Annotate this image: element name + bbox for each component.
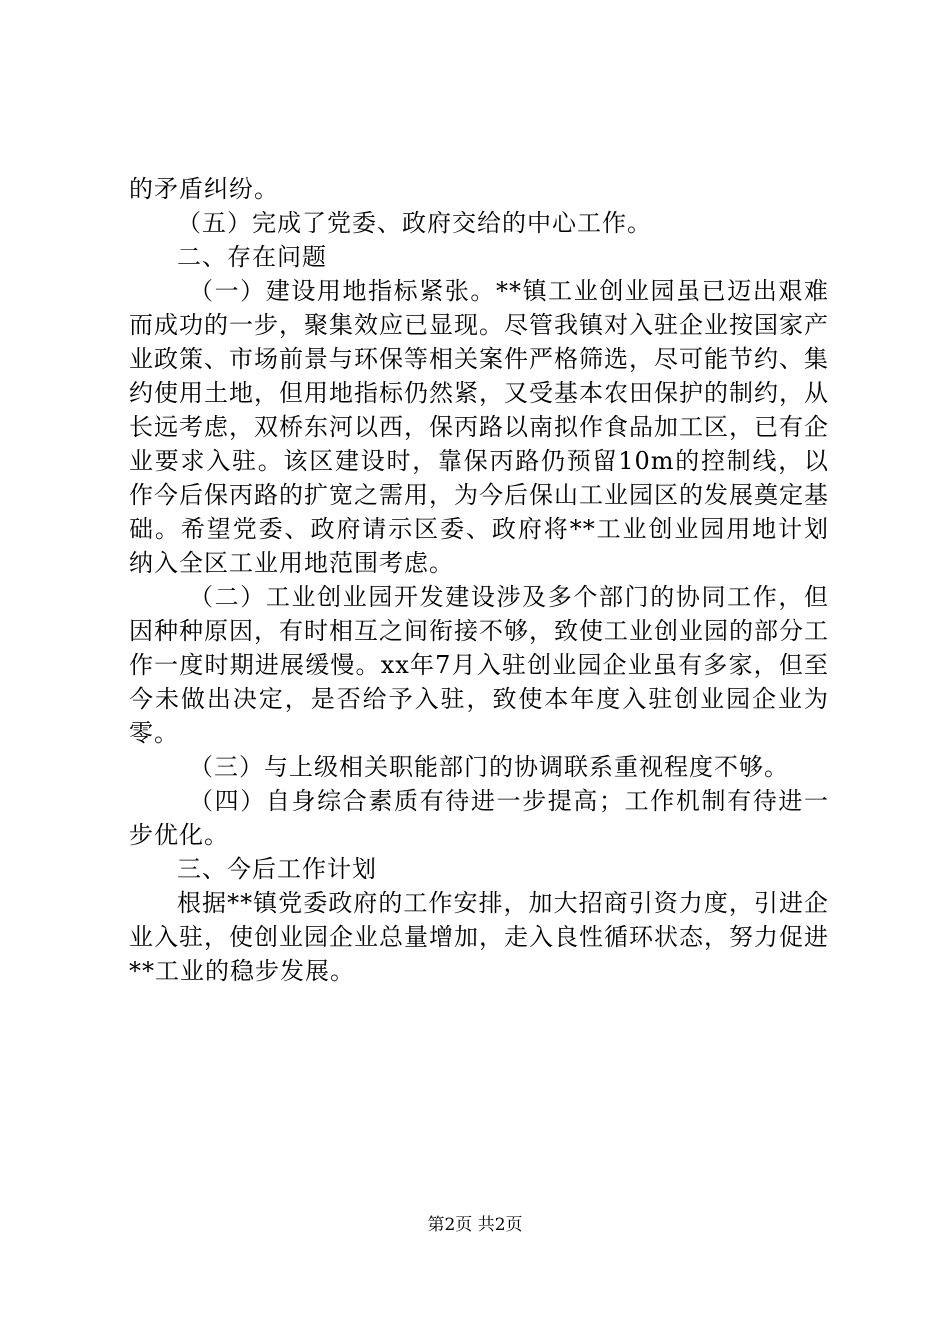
paragraph-item-five: （五）完成了党委、政府交给的中心工作。 bbox=[177, 209, 652, 237]
section-heading-problems: 二、存在问题 bbox=[177, 243, 327, 271]
section-heading-plan: 三、今后工作计划 bbox=[177, 855, 377, 883]
paragraph-problem-one: （一）建设用地指标紧张。**镇工业创业园虽已迈出艰难而成功的一步，聚集效应已显现。尽管我镇对入驻企业按国家产业政策、市场前景与环保等相关案件严格筛选，尽可能节约、集约使用土地，但用地指标仍然紧，又受基本农田保护的制约，从长远考虑，双桥东河以西，保丙路以南拟作食品加工区，已有企业要求入驻。该区建设时，靠保丙路仍预留10m的控制线，以作今后保丙路的扩宽之需用，为今后保山工业园区的发展奠定基础。希望党委、政府请示区委、政府将**工业创业园用地计划纳入全区工业用地范围考虑。 bbox=[129, 277, 829, 577]
paragraph-problem-four: （四）自身综合素质有待进一步提高；工作机制有待进一步优化。 bbox=[129, 787, 829, 849]
paragraph-problem-two: （二）工业创业园开发建设涉及多个部门的协同工作，但因种种原因，有时相互之间衔接不够，致使工业创业园的部分工作一度时期进展缓慢。xx年7月入驻创业园企业虽有多家，但至今未做出决定，是否给予入驻，致使本年度入驻创业园企业为零。 bbox=[129, 583, 829, 747]
paragraph-continuation: 的矛盾纠纷。 bbox=[129, 175, 279, 203]
paragraph-plan: 根据**镇党委政府的工作安排，加大招商引资力度，引进企业入驻，使创业园企业总量增加，走入良性循环状态，努力促进**工业的稳步发展。 bbox=[129, 889, 829, 985]
paragraph-problem-three: （三）与上级相关职能部门的协调联系重视程度不够。 bbox=[189, 753, 789, 781]
document-body bbox=[129, 172, 829, 988]
page-number-footer: 第2页 共2页 bbox=[427, 1215, 523, 1235]
